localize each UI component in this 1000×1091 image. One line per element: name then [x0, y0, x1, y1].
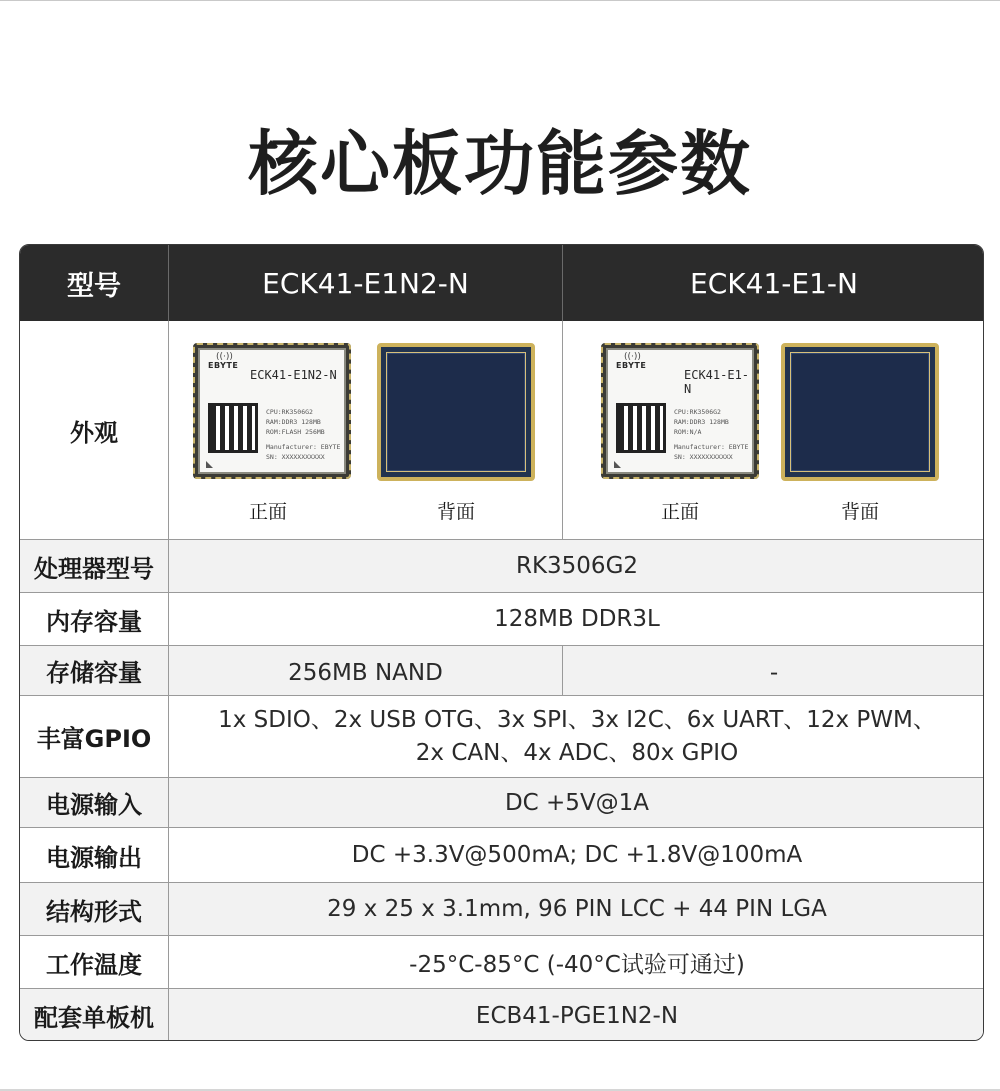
storage-value-1: 256MB NAND [169, 646, 563, 695]
power-in-value: DC +5V@1A [504, 789, 650, 816]
top-divider [0, 0, 1000, 1]
cpu-value: RK3506G2 [515, 553, 639, 579]
power-in-label: 电源输入 [20, 778, 169, 827]
ebyte-logo: EBYTE [616, 361, 647, 370]
gpio-line-1: 1x SDIO、2x USB OTG、3x SPI、3x I2C、6x UART、12x PWM、 [218, 706, 936, 733]
chip-model-label: ECK41-E1-N [684, 368, 750, 396]
power-out-value: DC +3.3V@500mA; DC +1.8V@100mA [351, 842, 803, 868]
chip-manufacturer: Manufacturer: EBYTE [674, 443, 749, 451]
chip-sn: SN: XXXXXXXXXXX [266, 453, 325, 461]
ram-value: 128MB DDR3L [494, 606, 660, 632]
board-label: 配套单板机 [20, 989, 169, 1041]
pin1-marker-icon [206, 461, 213, 468]
chip-cpu: CPU:RK3506G2 [674, 408, 721, 416]
chip-manufacturer: Manufacturer: EBYTE [266, 443, 341, 451]
ram-label: 内存容量 [20, 593, 169, 645]
pin1-marker-icon [614, 461, 621, 468]
chip-sn: SN: XXXXXXXXXXX [674, 453, 733, 461]
chip-cpu: CPU:RK3506G2 [266, 408, 313, 416]
model-name-2: ECK41-E1-N [690, 266, 858, 300]
cpu-row [20, 540, 984, 593]
power-out-row [20, 828, 984, 883]
power-in-row [20, 778, 984, 828]
qr-code-icon [616, 403, 666, 453]
front-caption-1: 正面 [249, 501, 288, 523]
wireless-icon: ((·)) [624, 352, 641, 362]
chip-rom: ROM:FLASH 256MB [266, 428, 325, 436]
model-label: 型号 [20, 245, 169, 321]
back-caption-1: 背面 [437, 501, 476, 523]
form-row [20, 883, 984, 936]
front-caption-2: 正面 [661, 501, 700, 523]
storage-label: 存储容量 [20, 646, 169, 695]
gpio-row [20, 696, 984, 778]
power-out-label: 电源输出 [20, 828, 169, 882]
chip-rom: ROM:N/A [674, 428, 702, 436]
gpio-line-2: 2x CAN、4x ADC、80x GPIO [415, 739, 739, 766]
board-value: ECB41-PGE1N2-N [475, 1002, 679, 1029]
gpio-value [169, 696, 984, 777]
storage-value-2: - [769, 659, 779, 686]
chip-back-image-2 [781, 343, 939, 481]
back-caption-2: 背面 [841, 501, 880, 523]
cpu-label: 处理器型号 [20, 540, 169, 592]
chip-back-image-1 [377, 343, 535, 481]
board-row [20, 989, 984, 1041]
spec-table [19, 244, 984, 1041]
form-value: 29 x 25 x 3.1mm, 96 PIN LCC + 44 PIN LGA [327, 896, 827, 922]
qr-code-icon [208, 403, 258, 453]
ebyte-logo: EBYTE [208, 361, 239, 370]
appearance-label: 外观 [20, 321, 169, 539]
form-label: 结构形式 [20, 883, 169, 935]
page-title: 核心板功能参数 [248, 123, 752, 205]
chip-model-label: ECK41-E1N2-N [250, 368, 337, 382]
chip-ram: RAM:DDR3 128MB [674, 418, 729, 426]
storage-row [20, 646, 984, 696]
wireless-icon: ((·)) [216, 352, 233, 362]
chip-front-image-2 [601, 343, 759, 479]
chip-ram: RAM:DDR3 128MB [266, 418, 321, 426]
chip-front-image-1 [193, 343, 351, 479]
temp-row [20, 936, 984, 989]
appearance-row [20, 321, 984, 540]
gpio-label: 丰富GPIO [20, 696, 169, 777]
model-name-1: ECK41-E1N2-N [169, 245, 563, 321]
ram-row [20, 593, 984, 646]
temp-label: 工作温度 [20, 936, 169, 988]
header-row [20, 245, 984, 321]
temp-value: -25°C-85°C (-40°C试验可通过) [409, 951, 745, 978]
